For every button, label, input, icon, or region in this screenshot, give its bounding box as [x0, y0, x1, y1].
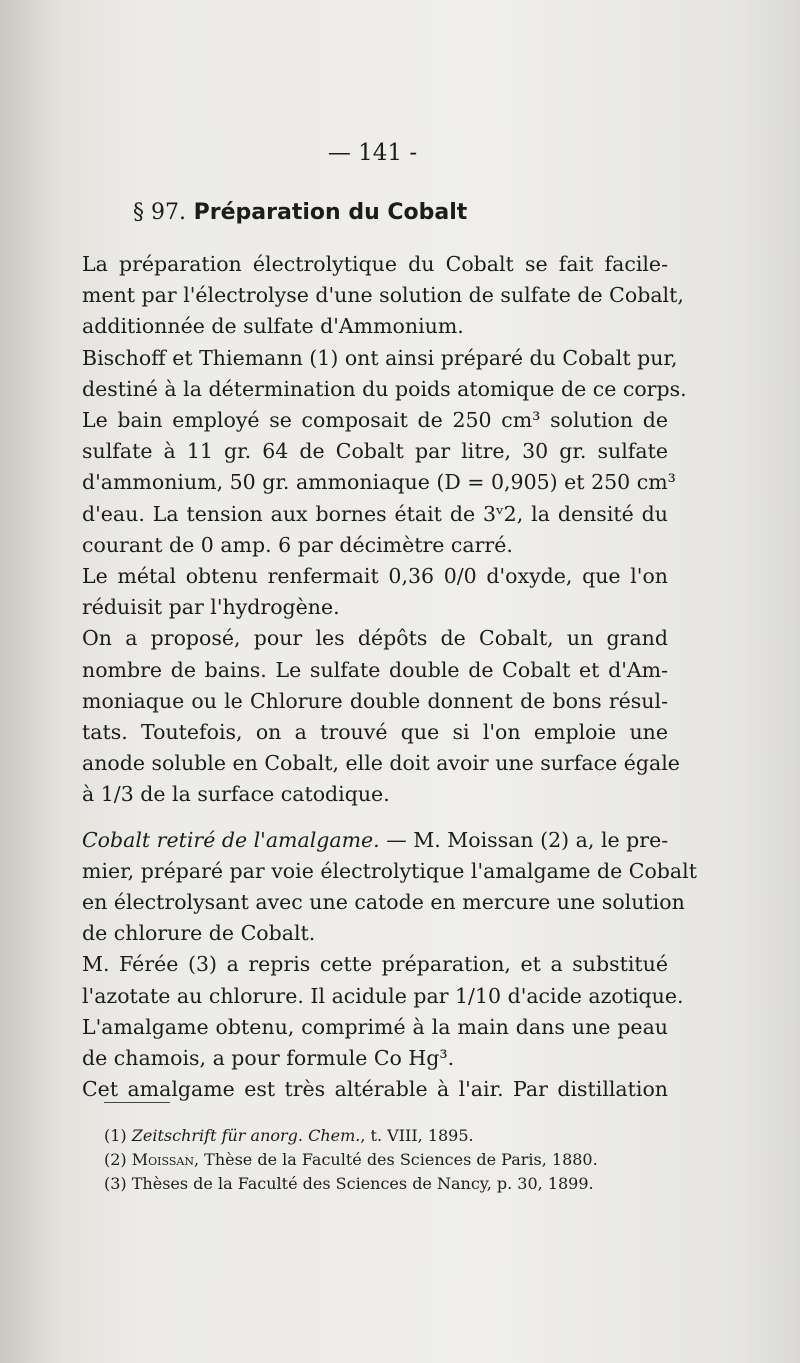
body-text: [82, 249, 697, 1105]
section-title: Préparation du Cobalt: [193, 200, 468, 225]
page-number: — 141 -: [327, 140, 418, 166]
text-line: On a proposé, pour les dépôts de Cobalt, un grand: [82, 626, 668, 651]
paragraph: [82, 825, 697, 950]
paragraph: [82, 623, 680, 810]
footnotes: [104, 1124, 664, 1196]
text-line: à 1/3 de la surface catodique.: [82, 782, 390, 807]
text-line: en électrolysant avec une catode en mercure une solution: [82, 890, 685, 915]
text-line: Cet amalgame est très altérable à l'air. Par distillation: [82, 1077, 668, 1102]
text-line: moniaque ou le Chlorure double donnent de bons résul-: [82, 688, 668, 713]
paragraph: [82, 561, 668, 623]
text-line: d'eau. La tension aux bornes était de 3ᵛ2, la densité du: [82, 501, 668, 526]
footnote: (3) Thèses de la Faculté des Sciences de Nancy, p. 30, 1899.: [104, 1174, 594, 1193]
text-line: tats. Toutefois, on a trouvé que si l'on emploie une: [82, 720, 668, 745]
text-line: l'azotate au chlorure. Il acidule par 1/10 d'acide azotique.: [82, 983, 684, 1008]
italic-lead: Cobalt retiré de l'amalgame.: [82, 827, 380, 852]
text-line: sulfate à 11 gr. 64 de Cobalt par litre, 30 gr. sulfate: [82, 439, 668, 464]
section-heading: [133, 200, 467, 225]
text-line: anode soluble en Cobalt, elle doit avoir une surface égale: [82, 751, 680, 776]
text-line: réduisit par l'hydrogène.: [82, 595, 340, 620]
text-line: nombre de bains. Le sulfate double de Cobalt et d'Am-: [82, 657, 668, 682]
text-line: ment par l'électrolyse d'une solution de sulfate de Cobalt,: [82, 283, 684, 308]
footnote-rule: [104, 1102, 170, 1103]
text-line: mier, préparé par voie électrolytique l'amalgame de Cobalt: [82, 858, 697, 883]
text-line: L'amalgame obtenu, comprimé à la main dans une peau: [82, 1014, 668, 1039]
text-line: d'ammonium, 50 gr. ammoniaque (D = 0,905) et 250 cm³: [82, 470, 676, 495]
footnote: (1) Zeitschrift für anorg. Chem., t. VIII, 1895.: [104, 1126, 474, 1145]
paragraph: [82, 343, 687, 561]
text-line: Le métal obtenu renfermait 0,36 0/0 d'oxyde, que l'on: [82, 564, 668, 589]
text-line: Cobalt retiré de l'amalgame. — M. Moissan (2) a, le pre-: [82, 827, 669, 852]
paragraph: [82, 949, 684, 1074]
section-number: § 97.: [133, 200, 186, 225]
text-line: de chamois, a pour formule Co Hg³.: [82, 1046, 455, 1071]
text-line: additionnée de sulfate d'Ammonium.: [82, 314, 464, 339]
footnote: (2) Moissan, Thèse de la Faculté des Sciences de Paris, 1880.: [104, 1150, 598, 1169]
text-line: La préparation électrolytique du Cobalt se fait facile-: [82, 252, 668, 276]
paragraph: [82, 249, 684, 343]
text-line: courant de 0 amp. 6 par décimètre carré.: [82, 532, 513, 557]
text-line: Bischoff et Thiemann (1) ont ainsi préparé du Cobalt pur,: [82, 345, 678, 370]
text-line: destiné à la détermination du poids atomique de ce corps.: [82, 376, 687, 401]
paragraph: [82, 1074, 668, 1105]
text-line: Le bain employé se composait de 250 cm³ solution de: [82, 408, 668, 433]
text-line: M. Férée (3) a repris cette préparation, et a substitué: [82, 952, 668, 977]
text-line: de chlorure de Cobalt.: [82, 921, 316, 946]
